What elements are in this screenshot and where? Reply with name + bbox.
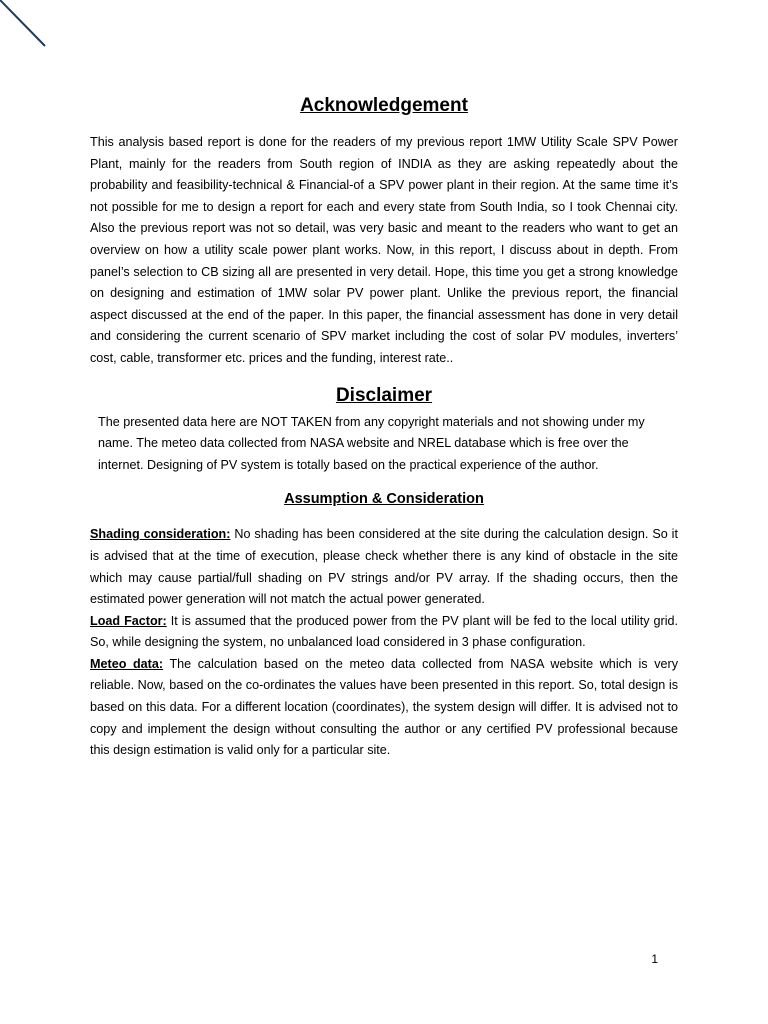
assumption-load-factor	[90, 611, 678, 654]
assumption-text: It is assumed that the produced power from the PV plant will be fed to the local utility grid. So, while designing the system, no unbalanced load considered in 3 phase configuration.	[90, 613, 678, 650]
assumptions-title: Assumption & Consideration	[284, 491, 484, 508]
assumption-meteo-data	[90, 654, 678, 762]
page-number: 1	[651, 952, 658, 966]
assumption-text: No shading has been considered at the site during the calculation design. So it is advised that at the time of execution, please check whether there is any kind of obstacle in the site which may cause partial/full shading on PV strings and/or PV array. If the shading occurs, then the estimated power generation will not match the actual power generated.	[90, 527, 678, 607]
document-page	[90, 94, 678, 762]
assumptions-list	[90, 524, 678, 762]
assumption-shading	[90, 524, 678, 610]
disclaimer-title: Disclaimer	[335, 384, 433, 406]
disclaimer-body: The presented data here are NOT TAKEN from any copyright materials and not showing under my name. The meteo data collected from NASA website and NREL database which is free over the internet. Designing of PV system is totally based on the practical experience of the author.	[98, 414, 645, 472]
assumption-text: The calculation based on the meteo data collected from NASA website which is very reliable. Now, based on the co-ordinates the values have been presented in this report. So, total design is based on this data. For a different location (coordinates), the system design will differ. It is advised not to copy and implement the design without consulting the author or any certified PV professional because this design estimation is valid only for a particular site.	[90, 656, 678, 758]
assumption-term: Meteo data:	[90, 656, 164, 671]
acknowledgement-title: Acknowledgement	[300, 95, 468, 116]
assumption-term: Load Factor:	[90, 613, 167, 628]
corner-line-decoration	[0, 0, 50, 50]
assumption-term: Shading consideration:	[90, 527, 231, 542]
acknowledgement-body: This analysis based report is done for the readers of my previous report 1MW Utility Scale SPV Power Plant, mainly for the readers from South region of INDIA as they are asking repeatedly about the probability and feasibility-technical & Financial-of a SPV power plant in their region. At the same time it’s not possible for me to design a report for each and every state from South India, so I took Chennai city. Also the previous report was not so detail, was very basic and meant to the readers who want to get an overview on how a utility scale power plant works. Now, in this report, I discuss about in depth. From panel’s selection to CB sizing all are presented in very detail. Hope, this time you get a strong knowledge on designing and estimation of 1MW solar PV power plant. Unlike the previous report, the financial aspect discussed at the end of the paper. In this paper, the financial assessment has done in very detail and considering the current scenario of SPV market including the cost of solar PV modules, inverters’ cost, cable, transformer etc. prices and the funding, interest rate..	[90, 135, 678, 365]
